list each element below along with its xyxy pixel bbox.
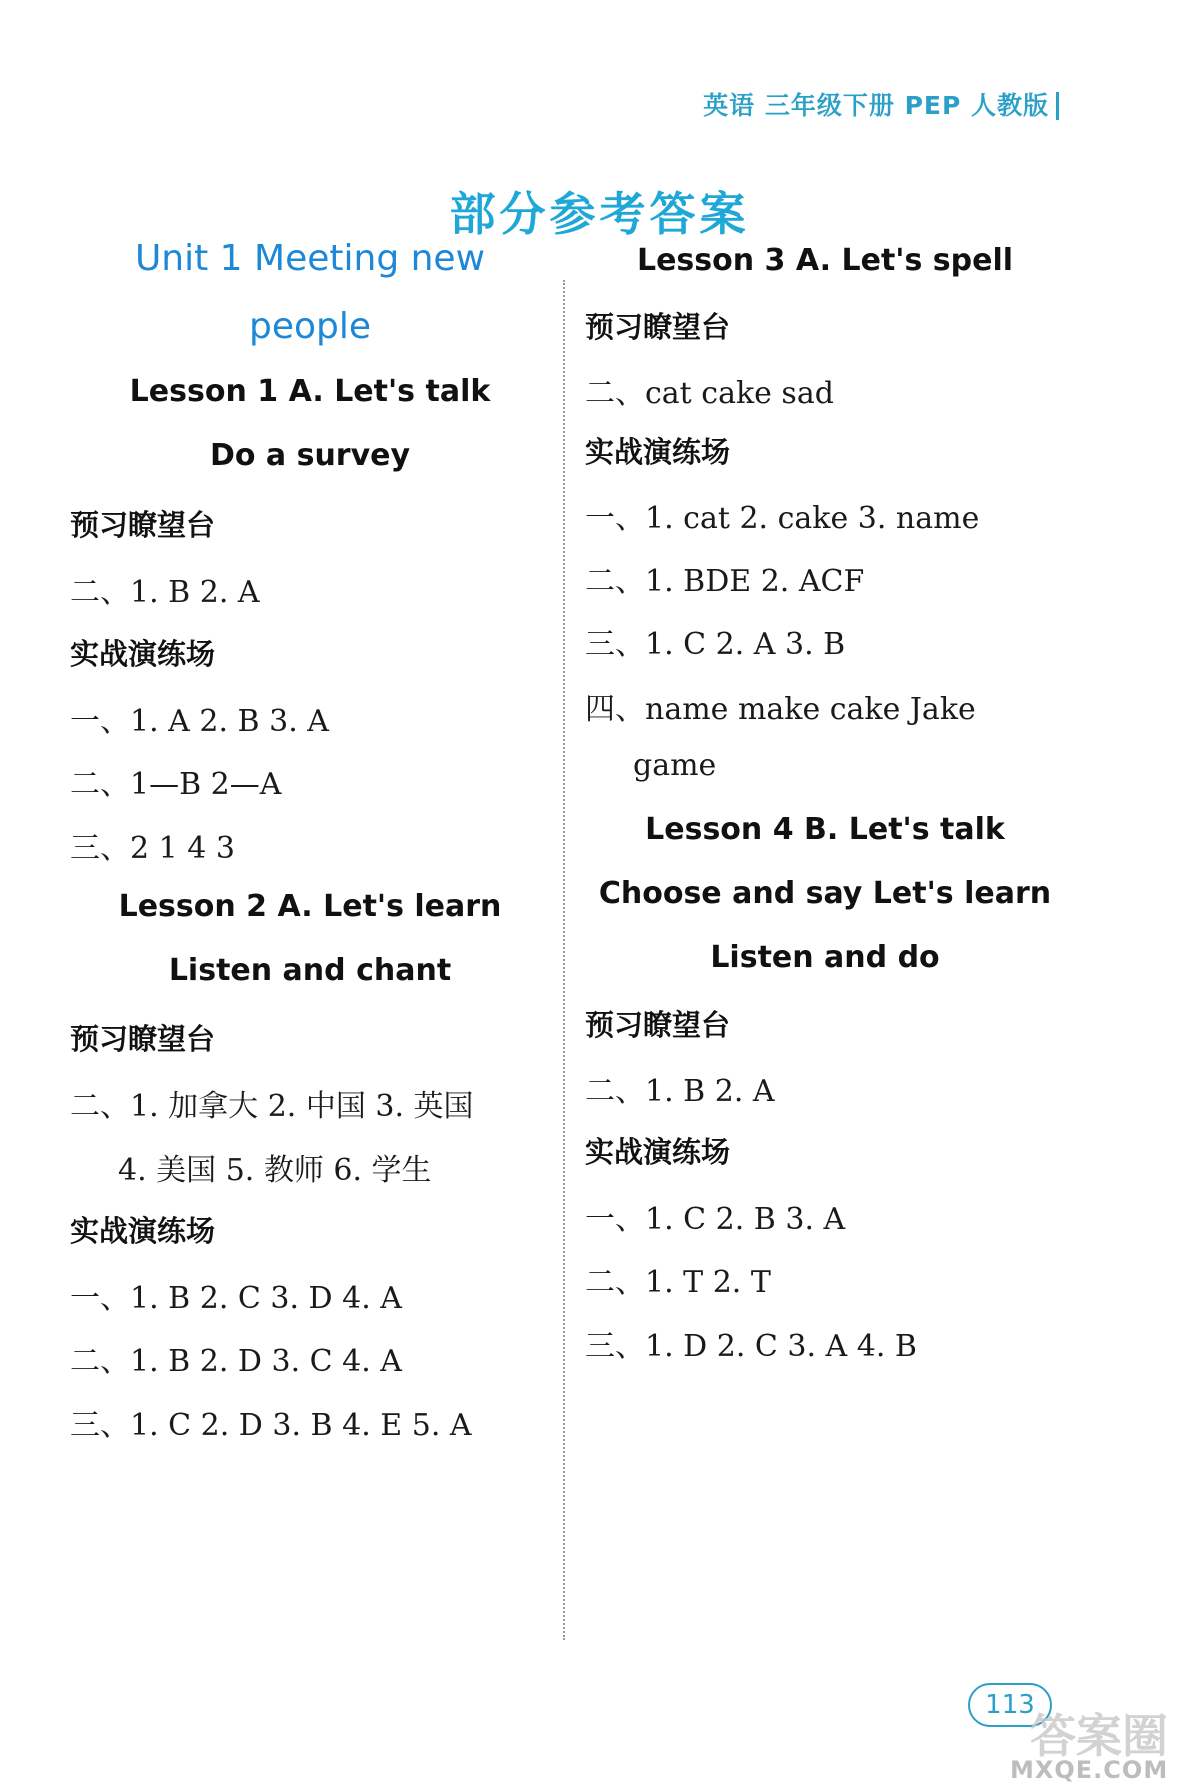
- answer-line: 一、1. cat 2. cake 3. name: [585, 501, 980, 536]
- section-practice: 实战演练场: [70, 637, 216, 671]
- answer-line: 三、1. C 2. A 3. B: [585, 627, 846, 662]
- answer-line: 四、name make cake Jake: [585, 692, 976, 727]
- answer-line: 三、1. D 2. C 3. A 4. B: [585, 1329, 917, 1364]
- answer-line: 二、1. BDE 2. ACF: [585, 564, 865, 599]
- watermark-logo: 答案圈: [1030, 1709, 1168, 1763]
- section-preview: 预习瞭望台: [585, 310, 731, 344]
- answer-line: 一、1. C 2. B 3. A: [585, 1202, 846, 1237]
- section-practice: 实战演练场: [585, 1135, 731, 1169]
- lesson-4-subtitle-2: Listen and do: [710, 940, 940, 975]
- column-divider: [563, 280, 565, 1640]
- lesson-2-subtitle: Listen and chant: [168, 953, 452, 988]
- answer-line: 一、1. B 2. C 3. D 4. A: [70, 1281, 402, 1316]
- answer-line: 三、2 1 4 3: [70, 831, 235, 866]
- unit-title-cont: people: [248, 306, 372, 347]
- section-practice: 实战演练场: [585, 435, 731, 469]
- watermark-site: MXQE.COM: [1010, 1756, 1169, 1784]
- page-number: 113: [968, 1683, 1052, 1727]
- lesson-3-title: Lesson 3 A. Let's spell: [636, 243, 1014, 278]
- answer-line: 二、1. B 2. D 3. C 4. A: [70, 1344, 402, 1379]
- answer-line: 二、1. 加拿大 2. 中国 3. 英国: [70, 1089, 474, 1124]
- answer-line: 二、1. B 2. A: [70, 575, 260, 610]
- section-preview: 预习瞭望台: [70, 1022, 216, 1056]
- lesson-4-subtitle: Choose and say Let's learn: [598, 876, 1052, 911]
- lesson-4-title: Lesson 4 B. Let's talk: [645, 812, 1005, 847]
- answer-line: 二、1. T 2. T: [585, 1265, 771, 1300]
- lesson-2-title: Lesson 2 A. Let's learn: [118, 889, 502, 924]
- page-title: 部分参考答案: [449, 187, 750, 241]
- lesson-1-title: Lesson 1 A. Let's talk: [129, 374, 491, 409]
- answer-line-cont: 4. 美国 5. 教师 6. 学生: [118, 1153, 432, 1188]
- answer-line-cont: game: [633, 748, 717, 783]
- answer-line: 一、1. A 2. B 3. A: [70, 704, 329, 739]
- header-accent-bar: [1056, 92, 1059, 120]
- book-header: 英语 三年级下册 PEP 人教版: [703, 91, 1049, 120]
- section-preview: 预习瞭望台: [70, 508, 216, 542]
- answer-line: 二、cat cake sad: [585, 376, 834, 411]
- section-preview: 预习瞭望台: [585, 1008, 731, 1042]
- answer-line: 三、1. C 2. D 3. B 4. E 5. A: [70, 1408, 472, 1443]
- lesson-1-subtitle: Do a survey: [209, 438, 411, 473]
- section-practice: 实战演练场: [70, 1214, 216, 1248]
- answer-line: 二、1. B 2. A: [585, 1074, 775, 1109]
- answer-line: 二、1—B 2—A: [70, 767, 282, 802]
- unit-title: Unit 1 Meeting new: [134, 238, 486, 279]
